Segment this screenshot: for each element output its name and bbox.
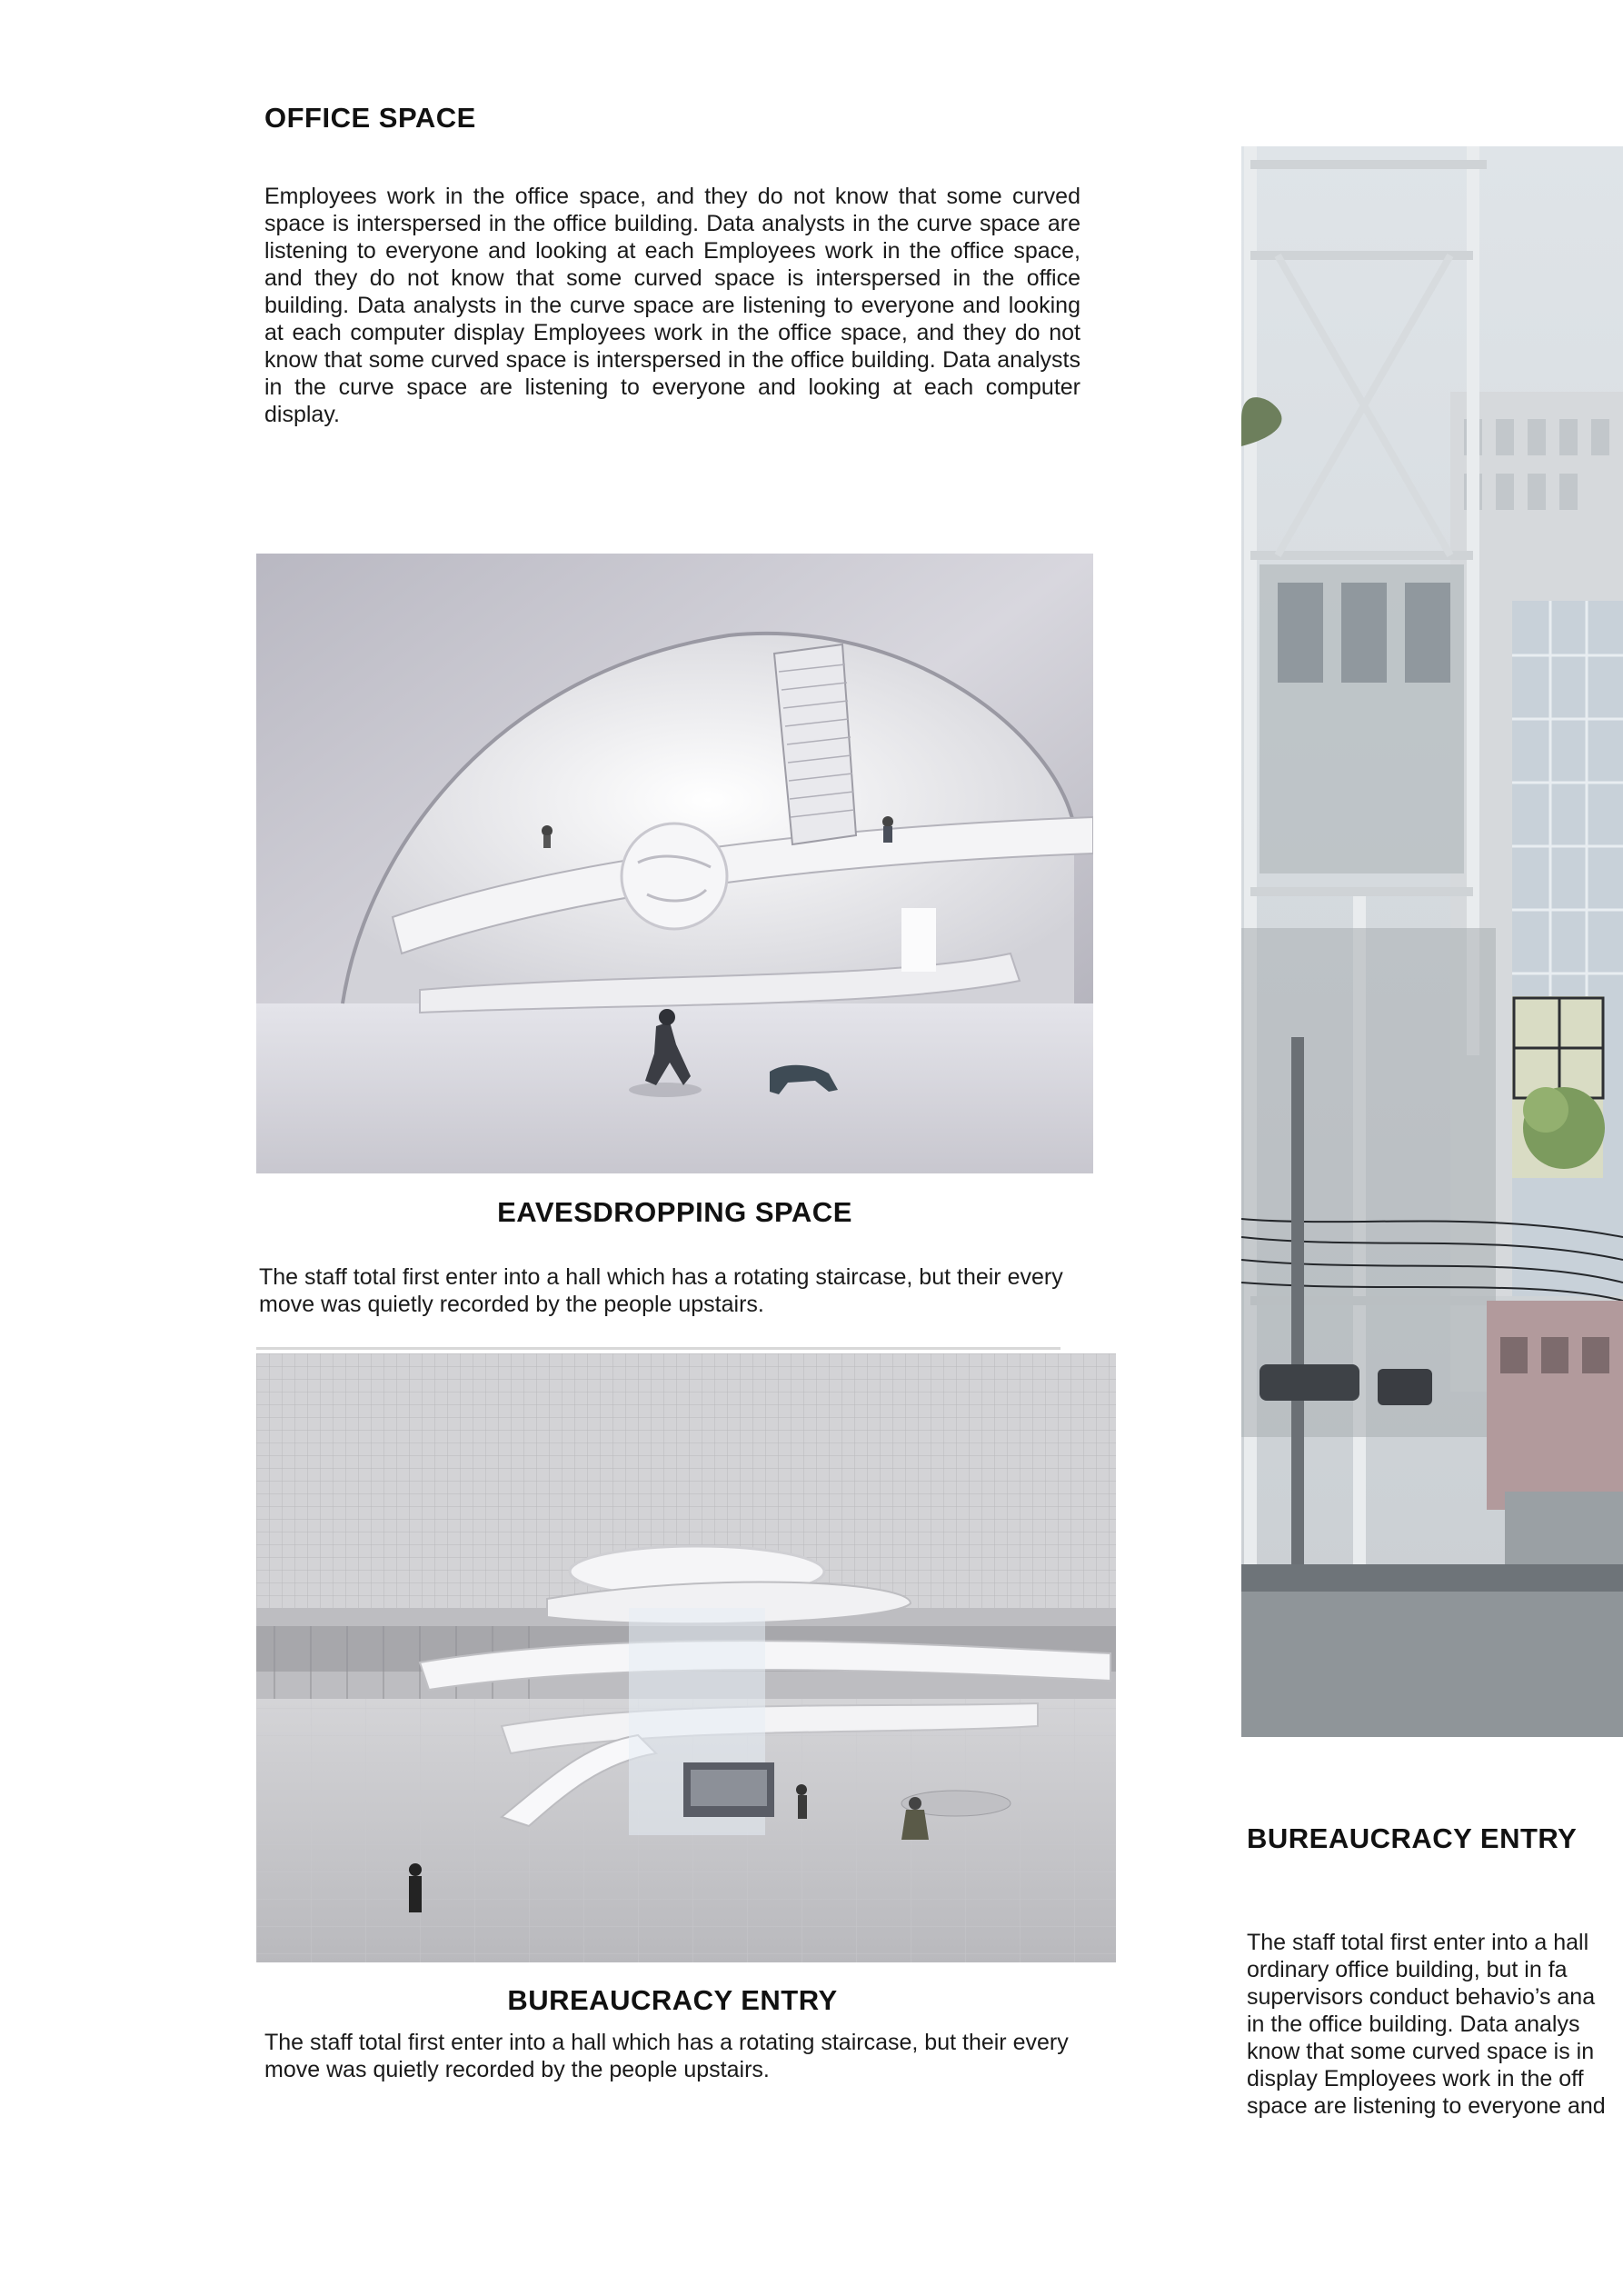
text-line: ordinary office building, but in fa: [1247, 1957, 1568, 1982]
bureaucracy-hall-render-image: [256, 1353, 1116, 1962]
text-line: supervisors conduct behavio’s ana: [1247, 1984, 1596, 2010]
eavesdropping-title: EAVESDROPPING SPACE: [497, 1196, 852, 1228]
eavesdropping-render-image: [256, 554, 1093, 1173]
eavesdropping-body: The staff total first enter into a hall which has a rotating staircase, but their every move was quietly recorded by the people upstairs.: [259, 1264, 1063, 1317]
divider: [256, 1347, 1060, 1350]
text-line: display Employees work in the off: [1247, 2066, 1584, 2091]
bureaucracy-entry-right-title: BUREAUCRACY ENTRY: [1247, 1822, 1578, 1854]
bureaucracy-entry-right-body: [1247, 1929, 1623, 2120]
office-space-body: Employees work in the office space, and they do not know that some curved space is interspersed in the office building. Data analysts in the curve space are listening to everyone and looking at each Employees work in the office space, and they do not know that some curved space is interspersed in the office building. Data analysts in the curve space are listening to everyone and looking at each computer display Employees work in the office space, and they do not know that some curved space is interspersed in the office building. Data analysts in the curve space are listening to everyone and looking at each computer display.: [264, 184, 1080, 427]
text-line: The staff total first enter into a hall: [1247, 1930, 1589, 1955]
office-space-title: OFFICE SPACE: [264, 102, 476, 134]
street-facade-photo: [1241, 146, 1623, 1737]
text-line: space are listening to everyone and: [1247, 2093, 1606, 2119]
text-line: know that some curved space is in: [1247, 2039, 1595, 2064]
bureaucracy-entry-body: The staff total first enter into a hall which has a rotating staircase, but their every move was quietly recorded by the people upstairs.: [264, 2030, 1069, 2082]
bureaucracy-entry-title: BUREAUCRACY ENTRY: [507, 1984, 838, 2016]
text-line: in the office building. Data analys: [1247, 2011, 1580, 2037]
